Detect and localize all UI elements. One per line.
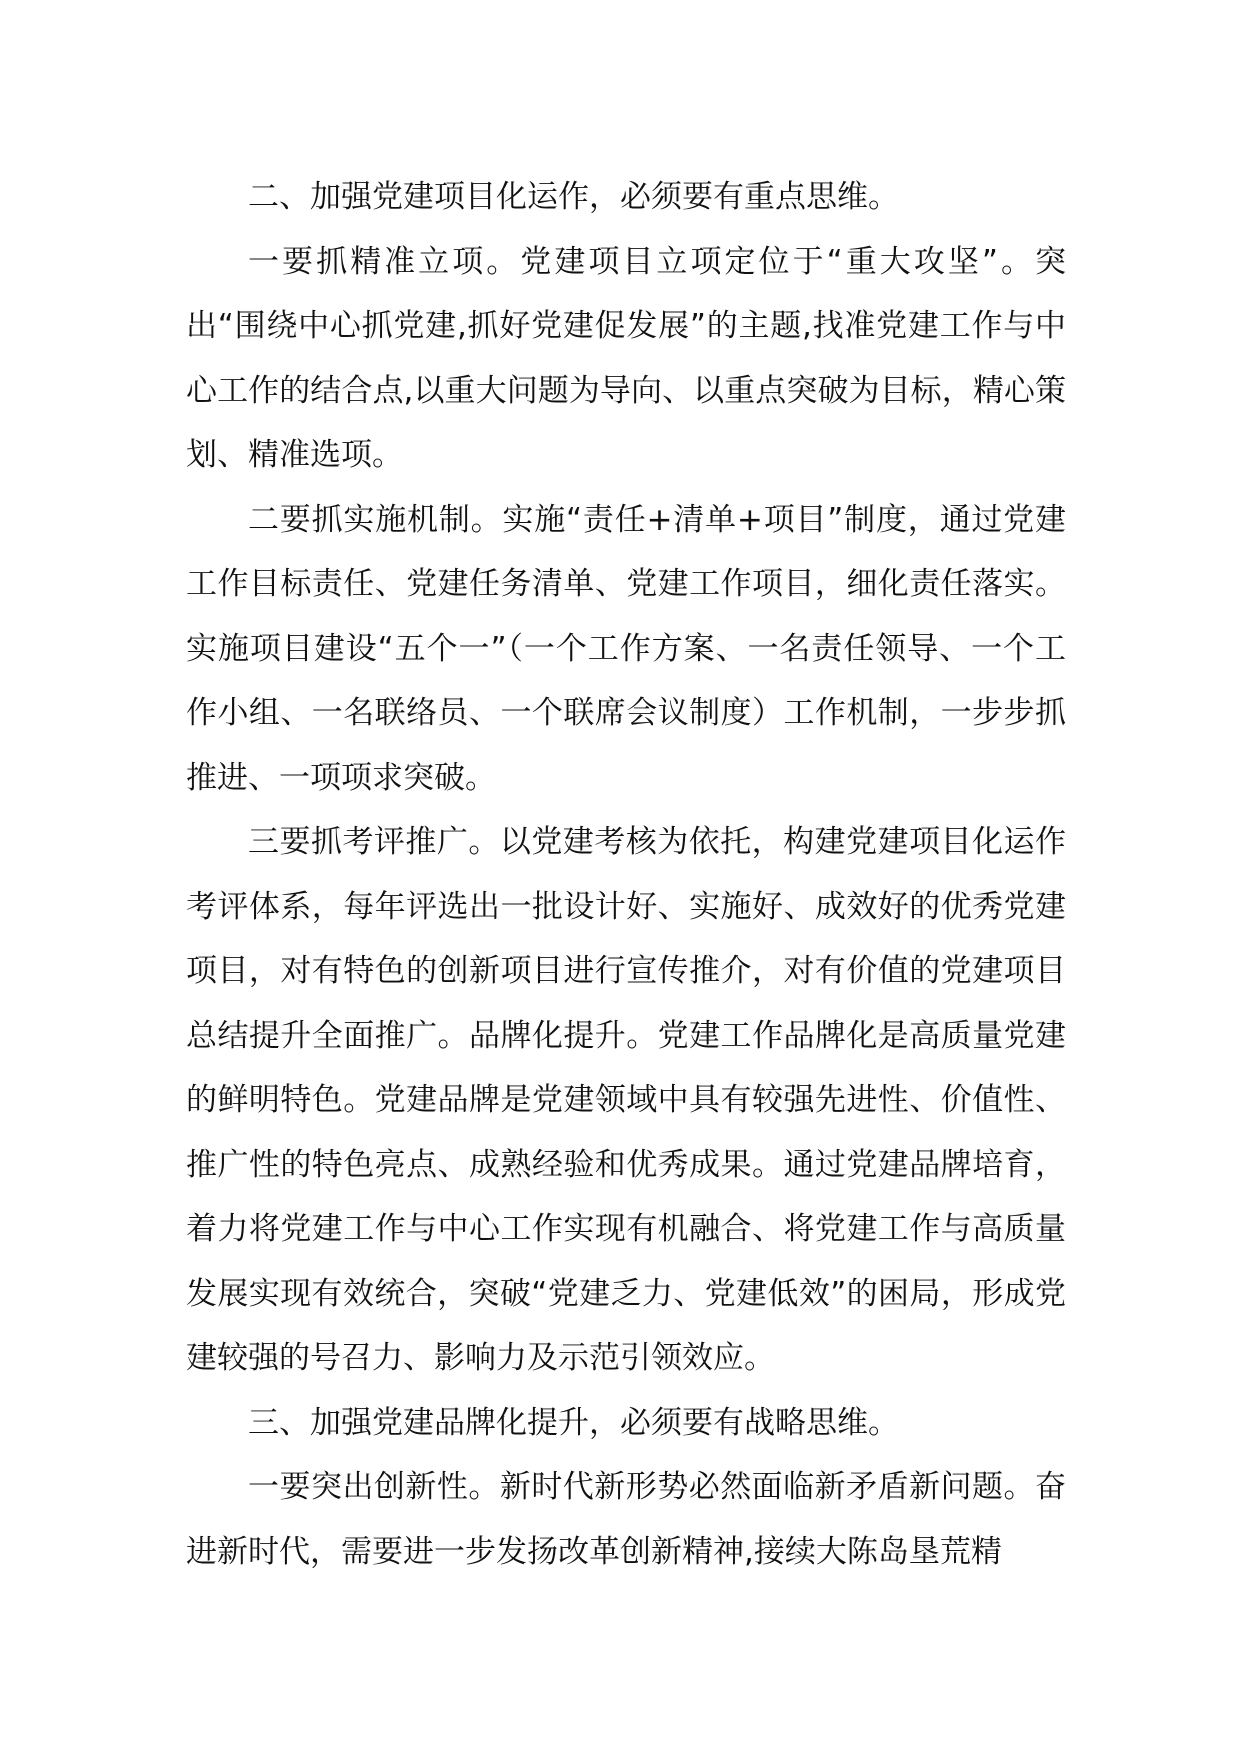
paragraph-precise-project: 一要抓精准立项。党建项目立项定位于“重大攻坚”。突出“围绕中心抓党建,抓好党建促发展”的主题,找准党建工作与中心工作的结合点,以重大问题为导向、以重点突破为目标，精心策划、精准选项。 — [186, 243, 1066, 473]
heading-section-2: 二、加强党建项目化运作，必须要有重点思维。 — [248, 179, 899, 215]
document-body — [186, 165, 1066, 1584]
heading-section-3: 三、加强党建品牌化提升，必须要有战略思维。 — [248, 1404, 899, 1441]
paragraph-evaluation-promotion: 三要抓考评推广。以党建考核为依托，构建党建项目化运作考评体系，每年评选出一批设计好、实施好、成效好的优秀党建项目，对有特色的创新项目进行宣传推介，对有价值的党建项目总结提升全面推广。品牌化提升。党建工作品牌化是高质量党建的鲜明特色。党建品牌是党建领域中具有较强先进性、价值性、推广性的特色亮点、成熟经验和优秀成果。通过党建品牌培育，着力将党建工作与中心工作实现有机融合、将党建工作与高质量发展实现有效统合，突破“党建乏力、党建低效”的困局，形成党建较强的号召力、影响力及示范引领效应。 — [186, 824, 1066, 1376]
paragraph-implementation-mechanism: 二要抓实施机制。实施“责任+清单+项目”制度，通过党建工作目标责任、党建任务清单、党建工作项目，细化责任落实。实施项目建设“五个一”（一个工作方案、一名责任领导、一个工作小组、一名联络员、一个联席会议制度）工作机制，一步步抓推进、一项项求突破。 — [186, 501, 1066, 796]
paragraph-innovation: 一要突出创新性。新时代新形势必然面临新矛盾新问题。奋进新时代，需要进一步发扬改革创新精神,接续大陈岛垦荒精 — [186, 1469, 1066, 1570]
